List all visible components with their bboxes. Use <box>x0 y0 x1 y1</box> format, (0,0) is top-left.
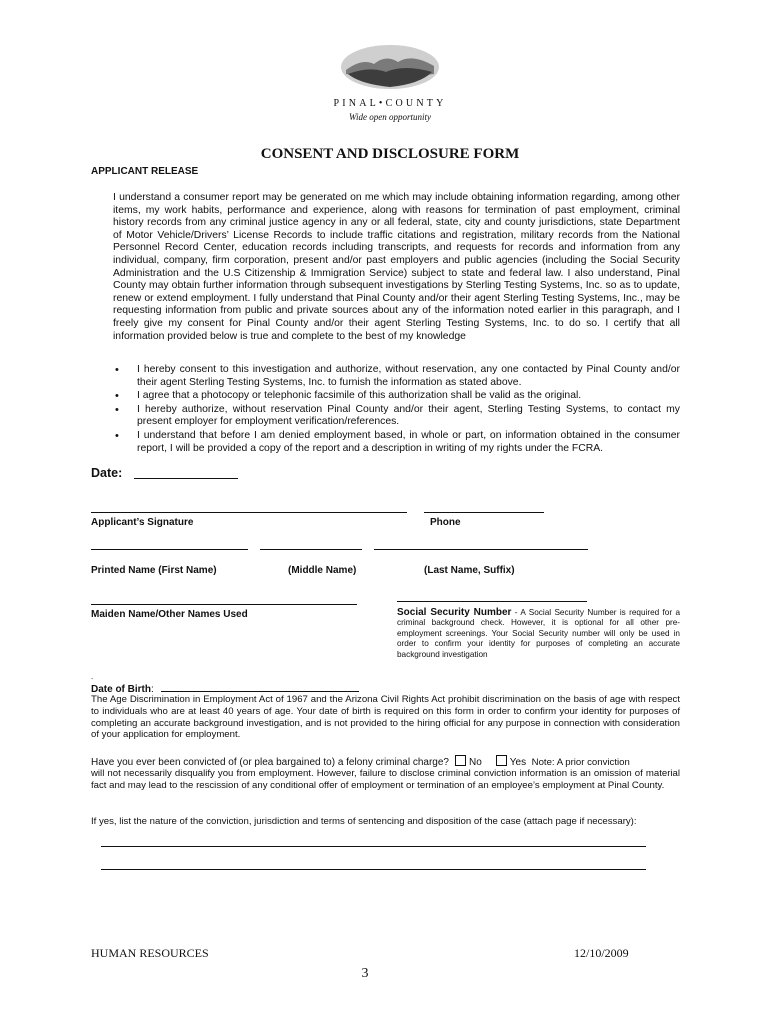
felony-question-row <box>91 755 691 768</box>
phone-field[interactable] <box>424 512 544 513</box>
date-field[interactable] <box>134 478 238 479</box>
dob-label: Date of Birth <box>91 684 151 695</box>
last-name-field[interactable] <box>374 549 588 550</box>
felony-question: Have you ever been convicted of (or plea bargained to) a felony criminal charge? <box>91 757 449 768</box>
dob-colon: : <box>151 684 154 695</box>
last-name-label: (Last Name, Suffix) <box>424 565 515 576</box>
first-name-field[interactable] <box>91 549 248 550</box>
form-title: CONSENT AND DISCLOSURE FORM <box>260 146 520 162</box>
dot-mark: . <box>91 672 94 681</box>
county-logo <box>340 44 440 90</box>
mountain-logo-icon <box>340 44 440 90</box>
list-item: • I hereby authorize, without reservation Pinal County and/or their agent, Sterling Testing Systems, to contact my present employer for employment verification/references. <box>113 404 680 429</box>
age-paragraph: The Age Discrimination in Employment Act of 1967 and the Arizona Civil Rights Act prohibit discrimination on the basis of age with respect to individuals who are at least 40 years of age. Your date of birth is required on this form in order to confirm your identity for purposes of completing an accurate background investigation, and is not provided to the hiring official for any purpose in connection with consideration of your application for employment. <box>91 694 680 741</box>
list-item: • I agree that a photocopy or telephonic facsimile of this authorization shall be valid as the original. <box>113 390 680 403</box>
ssn-note: - A Social Security Number is required for a criminal background check. However, it is optional for all other pre-employment screenings. Your Social Security number will only be used in order to confirm your identity for purposes of completing an accurate background investigation <box>397 608 681 659</box>
ssn-field[interactable] <box>397 601 587 602</box>
list-item: • I understand that before I am denied employment based, in whole or part, on information obtained in the consumer report, I will be provided a copy of the report and a description in writing of my rights under the FCRA. <box>113 430 680 455</box>
if-yes-instructions: If yes, list the nature of the conviction, jurisdiction and terms of sentencing and disposition of the case (attach page if necessary): <box>91 816 637 827</box>
org-name: PINAL•COUNTY <box>333 98 447 109</box>
consent-bullets <box>113 364 680 456</box>
no-option-label: No <box>468 757 482 768</box>
ssn-block <box>397 608 680 660</box>
maiden-name-label: Maiden Name/Other Names Used <box>91 609 248 620</box>
list-item: • I hereby consent to this investigation and authorize, without reservation, any one contacted by Pinal County and/or their agent Sterling Testing Systems, Inc. to furnish the information as stated above. <box>113 364 680 389</box>
footer-date: 12/10/2009 <box>574 946 629 960</box>
conviction-details-line-2[interactable] <box>101 869 646 870</box>
footer-department: HUMAN RESOURCES <box>91 946 209 960</box>
phone-label: Phone <box>430 517 461 528</box>
date-label: Date: <box>91 466 123 480</box>
tagline: Wide open opportunity <box>349 112 431 122</box>
signature-field[interactable] <box>91 512 407 513</box>
intro-paragraph: I understand a consumer report may be generated on me which may include obtaining information regarding, among other items, my work habits, performance and experience, along with reasons for termination of past employment, criminal history records from any criminal justice agency in any or all federal, state, city and county jurisdictions, state Department of Motor Vehicle/Drivers’ License Records to include traffic citations and registration, military records from the National Personnel Record Center, education records including transcripts, and requests for records and information from any individual, company, firm corporation, present and/or past employers and public agencies (including the Social Security Administration and the U.S Citizenship & Immigration Service) subject to state and federal law. I also understand, Pinal County may obtain further information through subsequent investigations by Sterling Testing Systems, Inc. so as to update, renew or extend employment. I fully understand that Pinal County and/or their agent Sterling Testing Systems, Inc., may be requesting information from public and private sources about any of the information noted earlier in this paragraph, and I freely give my consent for Pinal County and/or their agent Sterling Testing Systems, Inc. to do so. I certify that all information provided below is true and complete to the best of my knowledge <box>113 192 680 342</box>
maiden-name-field[interactable] <box>91 604 357 605</box>
yes-checkbox[interactable] <box>496 755 507 766</box>
section-label: APPLICANT RELEASE <box>91 166 199 177</box>
middle-name-label: (Middle Name) <box>288 565 357 576</box>
felony-note-first: Note: A prior conviction <box>531 757 630 768</box>
felony-note: will not necessarily disqualify you from employment. However, failure to disclose criminal conviction information is an omission of material fact and may lead to the rescission of any conditional offer of employment or termination of an employee’s employment at Pinal County. <box>91 768 680 791</box>
signature-label: Applicant’s Signature <box>91 517 194 528</box>
dob-field[interactable] <box>161 691 359 692</box>
ssn-label: Social Security Number <box>397 607 512 618</box>
page-number: 3 <box>361 966 369 981</box>
conviction-details-line-1[interactable] <box>101 846 646 847</box>
first-name-label: Printed Name (First Name) <box>91 565 217 576</box>
no-checkbox[interactable] <box>455 755 466 766</box>
yes-option-label: Yes <box>509 757 527 768</box>
middle-name-field[interactable] <box>260 549 362 550</box>
